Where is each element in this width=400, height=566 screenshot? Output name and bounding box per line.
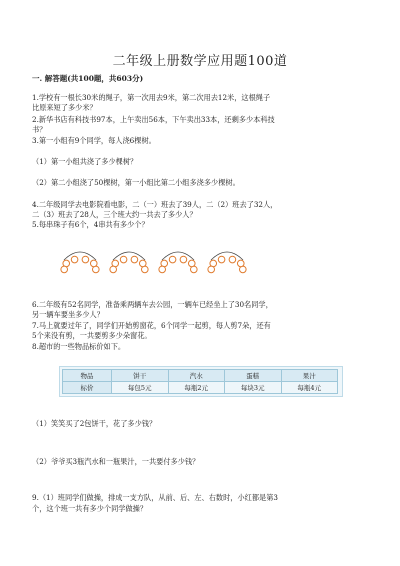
table-cell: 每包5元 xyxy=(112,382,169,394)
string-arc xyxy=(162,252,194,260)
table-cell: 每瓶2元 xyxy=(168,382,225,394)
question-3-sub-2: （2）第二小组浇了50棵树，第一小组比第二小组多浇多少棵树。 xyxy=(32,178,240,187)
question-4-line-2: 二（3）班去了28人，三个班大约一共去了多少人？ xyxy=(32,210,197,219)
price-table xyxy=(62,369,338,394)
bead xyxy=(159,266,166,273)
question-3-sub-1: （1）第一小组共浇了多少棵树？ xyxy=(32,157,138,166)
bead xyxy=(229,256,236,263)
bead-string xyxy=(208,252,246,273)
bead xyxy=(120,256,127,263)
string-arc xyxy=(211,252,243,260)
string-arc xyxy=(113,252,145,260)
price-table-row xyxy=(63,382,338,394)
section-heading: 一. 解答题(共100题，共603分) xyxy=(32,74,144,83)
question-6-line-2: 另一辆车要坐多少人？ xyxy=(32,310,104,319)
question-3-line-1: 3.第一小组有9个同学，每人浇6棵树。 xyxy=(32,136,156,145)
question-9-line-2: 个，这个班一共有多少个同学做操？ xyxy=(32,504,148,513)
table-row-label: 标价 xyxy=(63,382,112,394)
question-9-line-1: 9.（1）班同学们做操，排成一支方队，从前、后、左、右数时，小红都是第3 xyxy=(32,493,279,502)
bead-string xyxy=(110,252,148,273)
table-header-cell: 汽水 xyxy=(168,370,225,382)
bead xyxy=(237,260,244,267)
question-8-line-1: 8.超市的一些物品标价如下。 xyxy=(32,342,126,351)
question-2-line-2: 书？ xyxy=(32,125,47,134)
question-1-line-2: 比原来短了多少米？ xyxy=(32,103,97,112)
table-header-cell: 果汁 xyxy=(281,370,338,382)
bead xyxy=(71,256,78,263)
table-cell: 每块3元 xyxy=(225,382,282,394)
bead xyxy=(218,256,225,263)
bead xyxy=(139,260,146,267)
question-8-sub-2: （2）爷爷买3瓶汽水和一瓶果汁，一共要付多少钱？ xyxy=(32,457,200,466)
string-arc xyxy=(64,252,96,260)
question-8-sub-1: （1）笑笑买了2包饼干，花了多少钱？ xyxy=(32,419,157,428)
bead xyxy=(110,266,117,273)
bead xyxy=(169,256,176,263)
question-5-line-1: 5.每串珠子有6个，4串共有多少个？ xyxy=(32,220,149,229)
table-cell: 每瓶4元 xyxy=(281,382,338,394)
page-title: 二年级上册数学应用题100道 xyxy=(112,54,288,69)
bead-strings-illustration xyxy=(60,246,260,286)
question-6-line-1: 6.二年级有52名同学，准备乘两辆车去公园，一辆车已经坐上了30名同学， xyxy=(32,300,273,309)
bead-string xyxy=(61,252,99,273)
bead xyxy=(208,266,215,273)
question-4-line-1: 4.二年级同学去电影院看电影，二（一）班去了39人，二（2）班去了32人， xyxy=(32,200,278,209)
table-header-cell: 蛋糕 xyxy=(225,370,282,382)
bead xyxy=(131,256,138,263)
question-2-line-1: 2.新华书店有科技书97本，上午卖出56本，下午卖出33本，还剩多少本科技 xyxy=(32,115,275,124)
bead-string xyxy=(159,252,197,273)
table-header-cell: 饼干 xyxy=(112,370,169,382)
bead xyxy=(188,260,195,267)
table-header-cell: 物品 xyxy=(63,370,112,382)
bead xyxy=(82,256,89,263)
bead xyxy=(90,260,97,267)
price-table-header-row xyxy=(63,370,338,382)
bead xyxy=(61,266,68,273)
bead xyxy=(180,256,187,263)
question-7-line-2: 5个来没有剪，一共要剪多少朵窗花。 xyxy=(32,331,152,340)
question-7-line-1: 7.马上就要过年了，同学们开始剪窗花，6个同学一起剪，每人剪7朵，还有 xyxy=(32,321,271,330)
question-1-line-1: 1.学校有一根长30米的绳子，第一次用去9米，第二次用去12米，这根绳子 xyxy=(32,93,271,102)
